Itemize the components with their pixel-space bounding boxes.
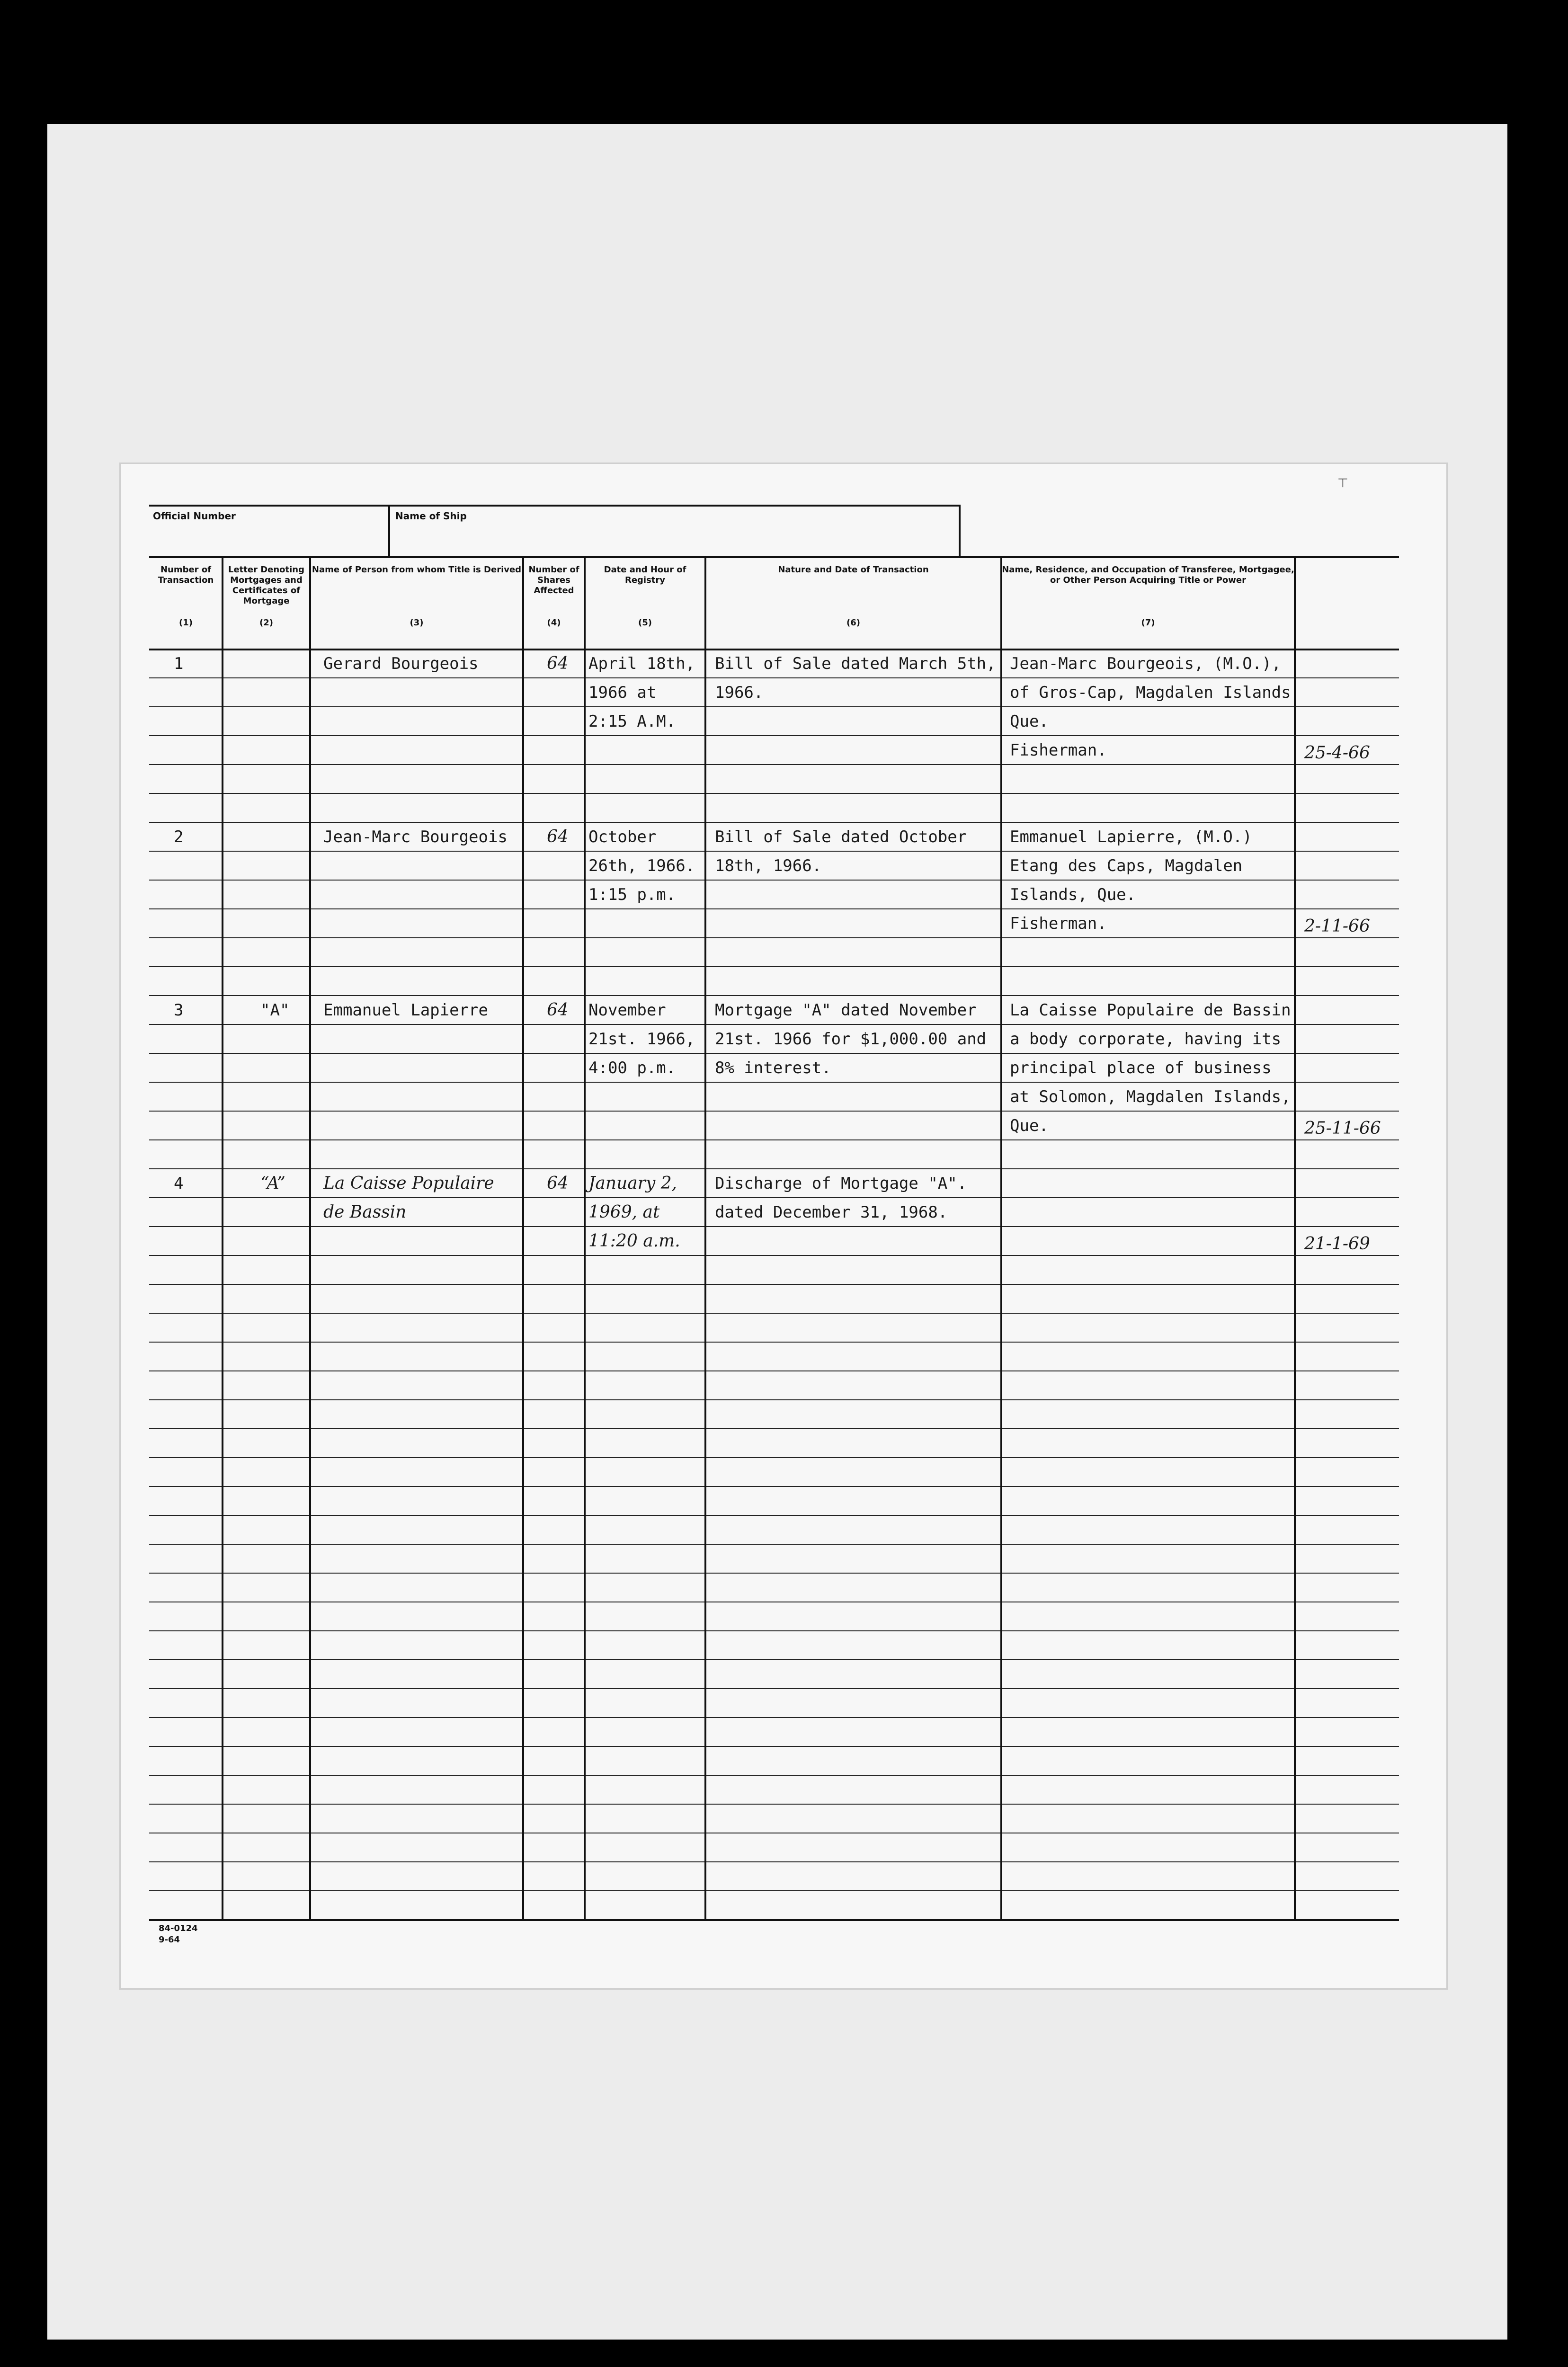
registry-date: November bbox=[588, 1001, 666, 1020]
ruled-line bbox=[149, 1659, 1399, 1660]
column-header: Nature and Date of Transaction bbox=[778, 565, 929, 575]
ruled-line bbox=[149, 937, 1399, 938]
transaction-nature: 8% interest. bbox=[715, 1059, 831, 1077]
column-divider bbox=[1000, 556, 1002, 1919]
ruled-line bbox=[149, 1255, 1399, 1256]
transaction-nature: 18th, 1966. bbox=[715, 856, 822, 875]
registry-date: 1966 at bbox=[588, 683, 657, 702]
column-number: (7) bbox=[1141, 618, 1155, 628]
transaction-nature: Bill of Sale dated October bbox=[715, 828, 967, 846]
transaction-nature: Mortgage "A" dated November bbox=[715, 1001, 977, 1020]
registry-date: 11:20 a.m. bbox=[588, 1231, 680, 1251]
title-derived-from: Jean-Marc Bourgeois bbox=[323, 828, 508, 846]
ruled-line bbox=[149, 1688, 1399, 1689]
ruled-line bbox=[149, 995, 1399, 996]
transferee: Etang des Caps, Magdalen bbox=[1010, 856, 1243, 875]
ruled-line bbox=[149, 822, 1399, 823]
column-divider bbox=[584, 556, 586, 1919]
ruled-line bbox=[149, 1804, 1399, 1805]
column-header: Date and Hour of Registry bbox=[604, 565, 686, 585]
ruled-line bbox=[149, 793, 1399, 794]
transaction-number: 2 bbox=[174, 828, 184, 846]
registry-date: October bbox=[588, 828, 657, 846]
shares-affected: 64 bbox=[547, 1000, 569, 1020]
ruled-line bbox=[149, 1284, 1399, 1285]
transaction-number: 4 bbox=[174, 1174, 184, 1193]
column-header: Name of Person from whom Title is Derived bbox=[312, 565, 522, 575]
transferee: Fisherman. bbox=[1010, 914, 1107, 933]
registry-date: April 18th, bbox=[588, 654, 695, 673]
column-divider bbox=[309, 556, 311, 1919]
column-header: Name, Residence, and Occupation of Transferee, Mortgagee, or Other Person Acquiring Title or Power bbox=[1002, 565, 1294, 585]
shares-affected: 64 bbox=[547, 654, 569, 673]
transferee: La Caisse Populaire de Bassin bbox=[1010, 1001, 1291, 1020]
column-number: (1) bbox=[179, 618, 193, 628]
transferee: of Gros-Cap, Magdalen Islands bbox=[1010, 683, 1291, 702]
title-derived-from: de Bassin bbox=[323, 1202, 407, 1222]
transaction-nature: 1966. bbox=[715, 683, 764, 702]
transferee: Que. bbox=[1010, 712, 1049, 731]
title-derived-from: La Caisse Populaire bbox=[323, 1174, 494, 1193]
transferee: a body corporate, having its bbox=[1010, 1030, 1282, 1049]
header-box bbox=[149, 505, 961, 558]
form-number-code: 84-0124 bbox=[159, 1923, 198, 1933]
header-divider bbox=[388, 507, 390, 556]
transaction-nature: Bill of Sale dated March 5th, bbox=[715, 654, 996, 673]
ruled-line bbox=[149, 706, 1399, 707]
transferee: Fisherman. bbox=[1010, 741, 1107, 760]
ruled-line bbox=[149, 1717, 1399, 1718]
ruled-line bbox=[149, 1197, 1399, 1198]
ruled-line bbox=[149, 1342, 1399, 1343]
transaction-number: 1 bbox=[174, 654, 184, 673]
ruled-line bbox=[149, 1313, 1399, 1314]
registration-date-note: 25-4-66 bbox=[1304, 743, 1370, 763]
column-divider bbox=[1294, 556, 1296, 1919]
ruled-line bbox=[149, 1861, 1399, 1862]
column-divider bbox=[222, 556, 223, 1919]
ruled-line bbox=[149, 1024, 1399, 1025]
column-number: (6) bbox=[846, 618, 860, 628]
ruled-line bbox=[149, 1053, 1399, 1054]
ruled-line bbox=[149, 1573, 1399, 1574]
ledger-top-rule bbox=[149, 556, 1399, 558]
registry-date: 4:00 p.m. bbox=[588, 1059, 676, 1077]
column-number: (4) bbox=[547, 618, 561, 628]
ruled-line bbox=[149, 1775, 1399, 1776]
official-number-label: Official Number bbox=[153, 510, 236, 522]
mortgage-letter: "A" bbox=[260, 1001, 290, 1020]
ruled-line bbox=[149, 880, 1399, 881]
transferee: Que. bbox=[1010, 1116, 1049, 1135]
form-number bbox=[159, 1923, 198, 1946]
title-derived-from: Emmanuel Lapierre bbox=[323, 1001, 488, 1020]
header-bottom-rule bbox=[149, 649, 1399, 650]
ruled-line bbox=[149, 1399, 1399, 1400]
transaction-nature: 21st. 1966 for $1,000.00 and bbox=[715, 1030, 987, 1049]
registry-date: 21st. 1966, bbox=[588, 1030, 695, 1049]
ruled-line bbox=[149, 1457, 1399, 1458]
ruled-line bbox=[149, 1919, 1399, 1921]
column-number: (2) bbox=[259, 618, 273, 628]
ruled-line bbox=[149, 1168, 1399, 1169]
column-number: (5) bbox=[638, 618, 652, 628]
ruled-line bbox=[149, 1630, 1399, 1631]
column-header: Number of Transaction bbox=[158, 565, 214, 585]
column-header: Number of Shares Affected bbox=[528, 565, 579, 596]
ruled-line bbox=[149, 1370, 1399, 1371]
ruled-line bbox=[149, 1139, 1399, 1140]
transferee: principal place of business bbox=[1010, 1059, 1272, 1077]
ruled-line bbox=[149, 1226, 1399, 1227]
column-divider bbox=[522, 556, 524, 1919]
ruled-line bbox=[149, 966, 1399, 967]
transaction-nature: Discharge of Mortgage "A". bbox=[715, 1174, 967, 1193]
ruled-line bbox=[149, 908, 1399, 909]
form-number-date: 9-64 bbox=[159, 1935, 180, 1945]
ruled-line bbox=[149, 1890, 1399, 1891]
transferee: Emmanuel Lapierre, (M.O.) bbox=[1010, 828, 1252, 846]
mortgage-letter: “A” bbox=[260, 1174, 285, 1193]
ruled-line bbox=[149, 1544, 1399, 1545]
ruled-line bbox=[149, 1515, 1399, 1516]
transferee: Islands, Que. bbox=[1010, 885, 1136, 904]
ruled-line bbox=[149, 1746, 1399, 1747]
column-divider bbox=[704, 556, 706, 1919]
ruled-line bbox=[149, 1428, 1399, 1429]
corner-mark: ⊤ bbox=[1337, 476, 1348, 490]
ledger-table bbox=[149, 556, 1399, 1917]
registry-date: 1:15 p.m. bbox=[588, 885, 676, 904]
ruled-line bbox=[149, 1082, 1399, 1083]
registry-date: 2:15 A.M. bbox=[588, 712, 676, 731]
registration-date-note: 2-11-66 bbox=[1304, 917, 1370, 936]
ruled-line bbox=[149, 851, 1399, 852]
column-header: Letter Denoting Mortgages and Certificates of Mortgage bbox=[228, 565, 305, 606]
ruled-line bbox=[149, 764, 1399, 765]
ship-registry-ledger-sheet bbox=[121, 464, 1446, 1988]
column-number: (3) bbox=[410, 618, 424, 628]
transferee: at Solomon, Magdalen Islands, bbox=[1010, 1087, 1291, 1106]
name-of-ship-label: Name of Ship bbox=[395, 510, 467, 522]
registry-date: 26th, 1966. bbox=[588, 856, 695, 875]
shares-affected: 64 bbox=[547, 1174, 569, 1193]
transaction-number: 3 bbox=[174, 1001, 184, 1020]
ruled-line bbox=[149, 1486, 1399, 1487]
registration-date-note: 25-11-66 bbox=[1304, 1119, 1381, 1138]
registry-date: 1969, at bbox=[588, 1202, 660, 1222]
registration-date-note: 21-1-69 bbox=[1304, 1234, 1370, 1254]
title-derived-from: Gerard Bourgeois bbox=[323, 654, 479, 673]
ruled-line bbox=[149, 1111, 1399, 1112]
ruled-line bbox=[149, 735, 1399, 736]
shares-affected: 64 bbox=[547, 827, 569, 846]
ruled-line bbox=[149, 677, 1399, 678]
registry-date: January 2, bbox=[588, 1174, 677, 1193]
transferee: Jean-Marc Bourgeois, (M.O.), bbox=[1010, 654, 1282, 673]
transaction-nature: dated December 31, 1968. bbox=[715, 1203, 948, 1222]
